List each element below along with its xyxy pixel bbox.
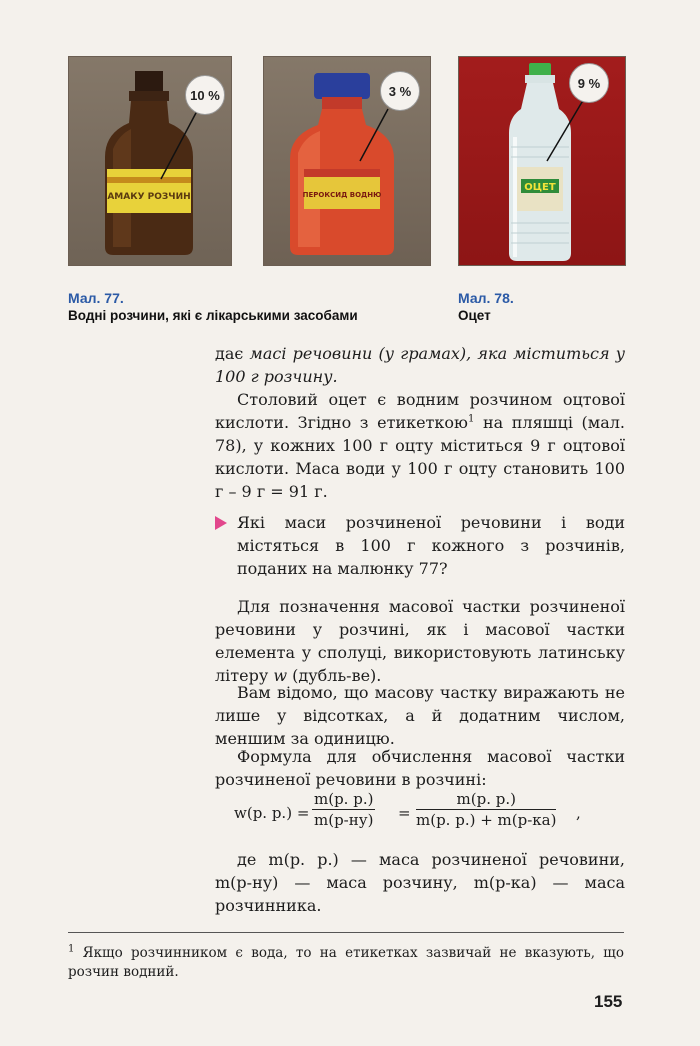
ammonia-label-text: АМАКУ РОЗЧИН	[107, 192, 191, 202]
paragraph-italic-text: масі речовини (у грамах), яка міститься у 100 г розчину.	[215, 344, 625, 386]
footnote-separator	[68, 932, 624, 933]
paragraph-formula-intro: Формула для обчислення масової частки розчиненої речовини в розчині:	[215, 747, 625, 789]
formula-denominator: m(р. р.) + m(р-ка)	[416, 811, 557, 829]
mass-fraction-formula	[234, 790, 624, 840]
photo-peroxide-bottle	[263, 56, 431, 266]
percentage-badge: 3 %	[380, 71, 420, 111]
page-number: 155	[594, 992, 623, 1011]
paragraph-legend: де m(р. р.) — маса розчиненої речовини, m(р-ну) — маса розчину, m(р-ка) — маса розчинника.	[215, 850, 625, 915]
formula-numerator: m(р. р.)	[416, 790, 556, 810]
percentage-badge: 9 %	[569, 63, 609, 103]
question-block	[215, 511, 625, 580]
photo-vinegar-bottle	[458, 56, 626, 266]
figure-78-caption: Оцет	[458, 308, 491, 323]
paragraph-text: Столовий оцет є водним розчином оцтової кислоти. Згідно з етикеткою	[215, 390, 625, 432]
vinegar-label-text: ОЦЕТ	[524, 182, 556, 193]
paragraph-mass-fraction-notation	[215, 595, 625, 687]
photo-ammonia-bottle	[68, 56, 232, 266]
formula-numerator: m(р. р.)	[314, 790, 374, 808]
question-marker-icon	[215, 516, 227, 530]
paragraph-text: на пляшці (мал. 78), у кожних 100 г оцту міститься 9 г оцтової кислоти. Маса води у 100 г оцту становить 100 г – 9 г = 91 г.	[215, 413, 625, 501]
paragraph-definition-end	[215, 342, 625, 388]
formula-comma: ,	[576, 804, 581, 822]
peroxide-label-text: ПЕРОКСИД ВОДНЮ	[302, 191, 382, 199]
paragraph-vinegar	[215, 388, 625, 503]
percentage-badge: 10 %	[185, 75, 225, 115]
question-text: Які маси розчиненої речовини і води містяться в 100 г кожного з розчинів, поданих на малюнку 77?	[237, 513, 625, 578]
paragraph-text: (дубль-ве).	[292, 666, 382, 685]
paragraph-expression: Вам відомо, що масову частку виражають не лише у відсотках, а й додатним числом, меншим за одиницю.	[215, 683, 625, 748]
latin-letter-w: w	[273, 666, 288, 685]
figure-77-caption: Водні розчини, які є лікарськими засобами	[68, 308, 358, 323]
paragraph-plain-text: дає	[215, 344, 244, 363]
figure-77-number: Мал. 77.	[68, 290, 124, 306]
footnote-mark: 1	[68, 943, 75, 955]
formula-fraction-2	[416, 790, 556, 829]
footnote	[68, 944, 624, 982]
figure-78-number: Мал. 78.	[458, 290, 514, 306]
footnote-reference: 1	[467, 413, 475, 425]
paragraph-text: Для позначення масової частки розчиненої речовини у розчині, як і масової частки елемента у сполуці, використовують латинську літеру	[215, 597, 625, 685]
formula-denominator: m(р-ну)	[314, 811, 374, 829]
formula-lhs: w(р. р.) =	[234, 804, 310, 822]
formula-fraction-1	[312, 790, 375, 829]
footnote-text: Якщо розчинником є вода, то на етикетках зазвичай не вказують, що розчин водний.	[68, 945, 624, 980]
formula-equals: =	[398, 804, 411, 822]
